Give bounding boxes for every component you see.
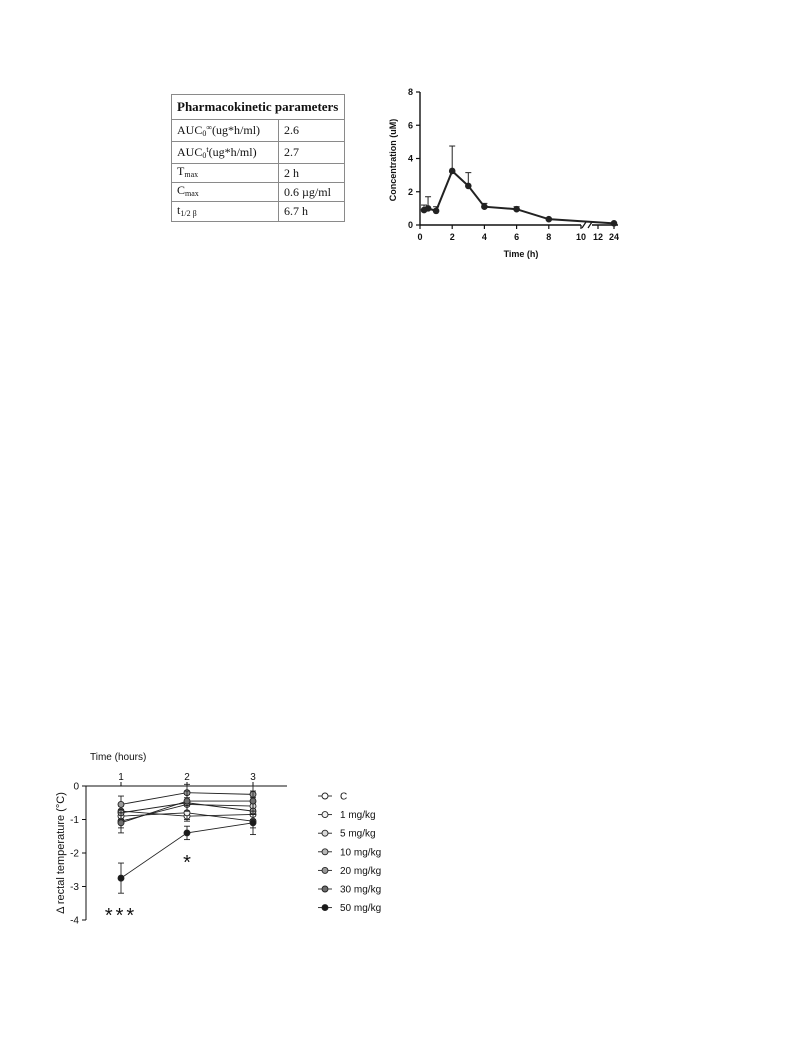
y-tick-label: -2 [70,848,79,860]
significance-marker: *** [104,905,138,927]
param-name: $AUC_0^t(ug*h/ml)$ [172,142,279,164]
x-tick-label: 3 [250,772,256,783]
y-tick-label: 6 [407,120,413,131]
legend-marker [322,830,328,836]
param-name: $C_{max}$ [172,183,279,202]
data-point [118,875,124,881]
legend-marker [322,793,328,799]
param-value: 0.6 µg/ml [279,183,345,202]
x-tick-label: 4 [481,232,487,242]
legend-label: 1 mg/kg [340,810,376,822]
param-name: $T_{max}$ [172,164,279,183]
y-tick-label: 0 [73,781,79,793]
y-axis-label: Concentration (uM) [388,118,398,202]
x-tick-label: 12 [592,232,604,242]
x-tick-label: 6 [514,232,520,242]
legend-label: 5 mg/kg [340,828,376,840]
x-tick-label: 1 [118,772,124,783]
legend-label: 30 mg/kg [340,884,382,896]
x-tick-label: 2 [449,232,455,242]
param-name: $AUC_0^\infty(ug*h/ml)$ [172,120,279,142]
table-header: Pharmacokinetic parameters [172,95,345,120]
x-tick-label: 8 [546,232,552,242]
y-axis-label: Δ rectal temperature (°C) [55,792,67,914]
legend-label: C [340,791,348,803]
param-value: 2.7 [279,142,345,164]
y-tick-label: 4 [407,153,413,164]
y-tick-label: 2 [407,186,413,197]
x-tick-label: 24 [608,232,620,242]
legend-label: 20 mg/kg [340,865,382,877]
param-value: 2.6 [279,120,345,142]
legend-label: 10 mg/kg [340,847,382,859]
data-point [118,820,124,826]
data-point [250,798,256,804]
data-point [250,820,256,826]
y-tick-label: -1 [70,815,79,826]
y-tick-label: 0 [407,220,413,230]
y-tick-label: -4 [70,915,79,927]
legend-marker [322,867,328,873]
x-tick-label: 2 [184,772,190,783]
y-tick-label: 8 [407,87,413,97]
legend-marker [322,812,328,818]
legend-marker [322,905,328,911]
data-point [184,798,190,804]
significance-marker: * [183,852,191,874]
legend-marker [322,886,328,892]
chart-title: Time (hours) [90,752,147,763]
param-value: 2 h [279,164,345,183]
x-tick-label: 10 [575,232,587,242]
x-tick-label: 0 [417,232,423,242]
data-point [118,801,124,807]
legend-marker [322,849,328,855]
x-axis-label: Time (h) [503,249,539,259]
y-tick-label: -3 [70,882,79,893]
data-point [184,830,190,836]
param-name: $t_{1/2 \beta}$ [172,202,279,222]
param-value: 6.7 h [279,202,345,222]
legend-label: 50 mg/kg [340,903,382,915]
